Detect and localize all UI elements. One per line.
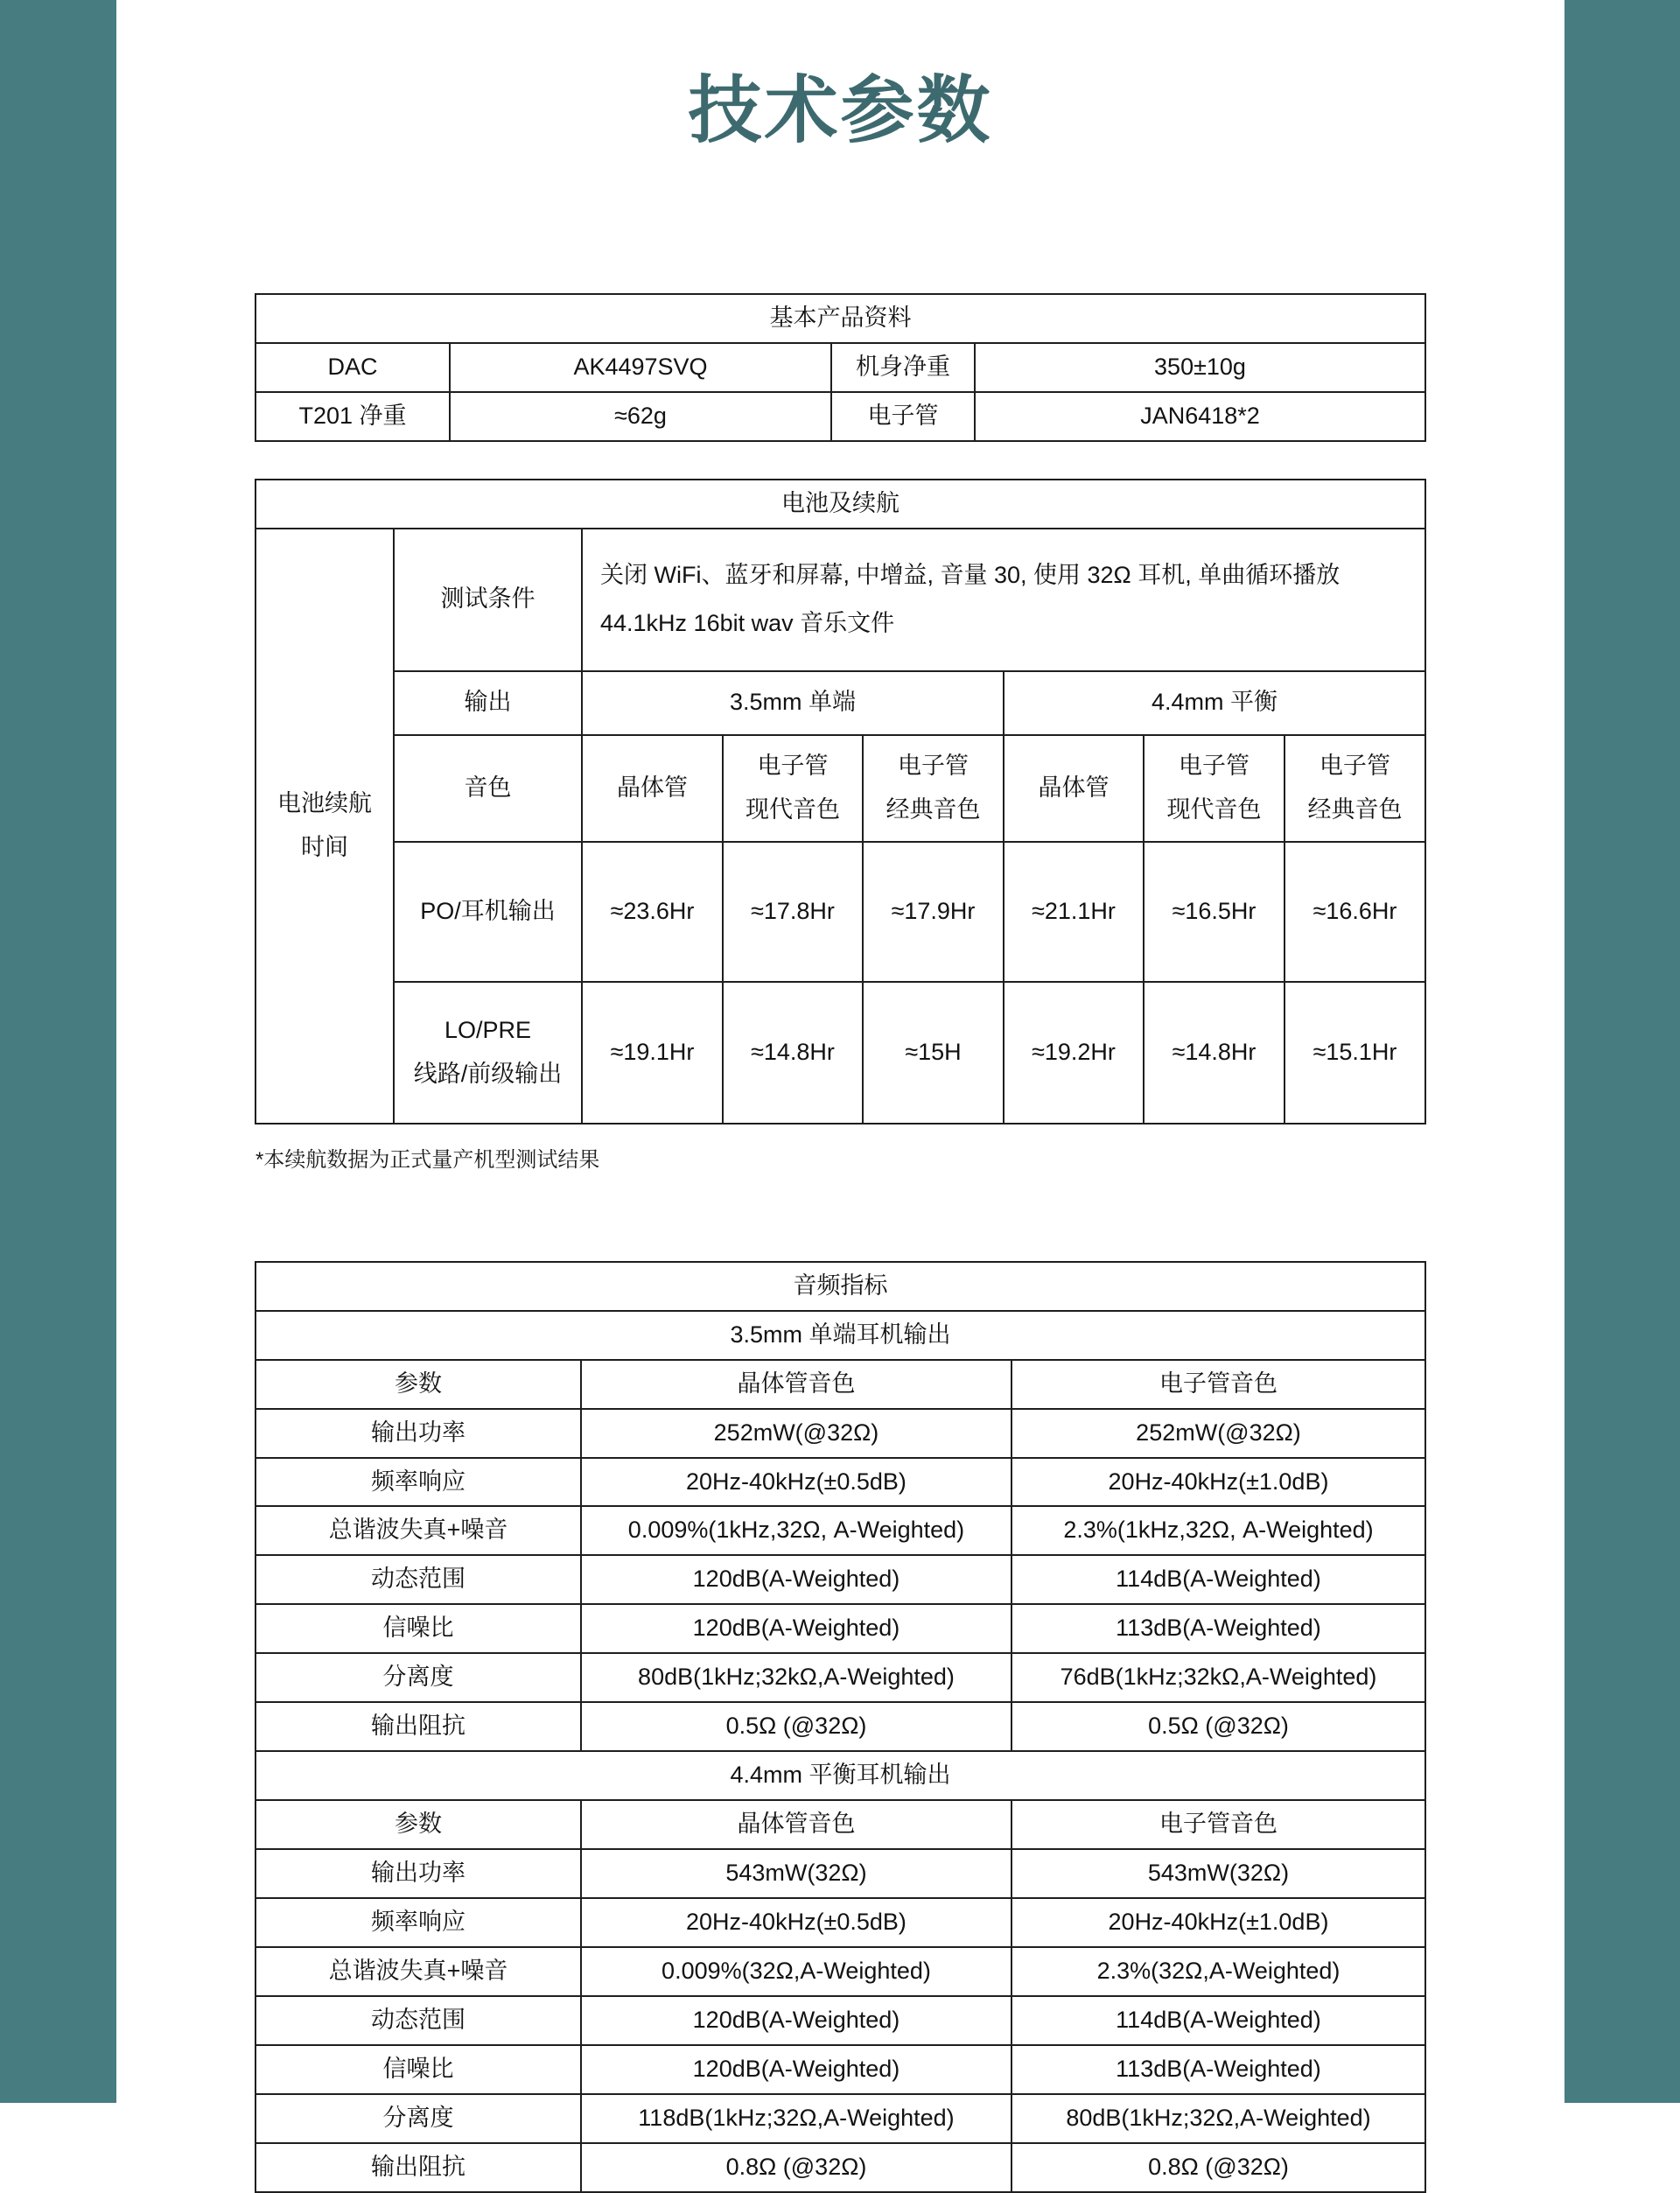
timbre-col-line: 经典音色 <box>886 795 981 823</box>
audio-row-label: 输出功率 <box>256 1849 581 1898</box>
lo-row-label-line: LO/PRE <box>444 1016 532 1043</box>
table-row <box>256 1262 1425 1311</box>
spec-value: JAN6418*2 <box>975 392 1425 441</box>
audio-value: 120dB(A-Weighted) <box>581 2045 1012 2094</box>
timbre-col-line: 电子管 <box>1320 752 1390 779</box>
table-row <box>256 1849 1425 1898</box>
audio-subheader-single-ended: 3.5mm 单端耳机输出 <box>256 1311 1425 1360</box>
audio-col-header: 参数 <box>256 1360 581 1409</box>
audio-value: 114dB(A-Weighted) <box>1012 1555 1425 1604</box>
timbre-col-line: 晶体管 <box>617 774 688 801</box>
timbre-col-line: 电子管 <box>898 752 969 779</box>
battery-table-header: 电池及续航 <box>256 480 1425 529</box>
audio-value: 20Hz-40kHz(±0.5dB) <box>581 1898 1012 1947</box>
audio-value: 2.3%(1kHz,32Ω, A-Weighted) <box>1012 1506 1425 1555</box>
audio-value: 20Hz-40kHz(±1.0dB) <box>1012 1898 1425 1947</box>
audio-value: 252mW(@32Ω) <box>581 1409 1012 1458</box>
timbre-col-header <box>1004 735 1144 842</box>
po-value: ≈21.1Hr <box>1004 842 1144 982</box>
audio-value: 0.8Ω (@32Ω) <box>581 2143 1012 2192</box>
audio-value: 2.3%(32Ω,A-Weighted) <box>1012 1947 1425 1996</box>
audio-value: 543mW(32Ω) <box>581 1849 1012 1898</box>
audio-value: 120dB(A-Weighted) <box>581 1555 1012 1604</box>
timbre-col-line: 电子管 <box>757 752 829 779</box>
table-row <box>256 2143 1425 2192</box>
audio-value: 0.5Ω (@32Ω) <box>581 1702 1012 1751</box>
audio-row-label: 总谐波失真+噪音 <box>256 1947 581 1996</box>
audio-col-header: 电子管音色 <box>1012 1360 1425 1409</box>
lo-row-label <box>394 982 582 1124</box>
timbre-label: 音色 <box>394 735 582 842</box>
audio-value: 114dB(A-Weighted) <box>1012 1996 1425 2045</box>
audio-col-header: 电子管音色 <box>1012 1800 1425 1849</box>
timbre-col-header <box>1284 735 1425 842</box>
po-value: ≈16.6Hr <box>1284 842 1425 982</box>
lo-value: ≈14.8Hr <box>723 982 863 1124</box>
timbre-col-header <box>723 735 863 842</box>
content-area <box>116 0 1564 2180</box>
table-row <box>256 294 1425 343</box>
audio-value: 543mW(32Ω) <box>1012 1849 1425 1898</box>
right-accent-bar <box>1564 0 1680 2103</box>
spec-label: T201 净重 <box>256 392 450 441</box>
test-condition-text: 关闭 WiFi、蓝牙和屏幕, 中增益, 音量 30, 使用 32Ω 耳机, 单曲循环播放 44.1kHz 16bit wav 音乐文件 <box>582 529 1425 671</box>
table-row <box>256 343 1425 392</box>
audio-row-label: 频率响应 <box>256 1458 581 1507</box>
audio-row-label: 输出功率 <box>256 1409 581 1458</box>
basic-info-table <box>255 293 1426 442</box>
audio-value: 0.009%(32Ω,A-Weighted) <box>581 1947 1012 1996</box>
table-row <box>256 480 1425 529</box>
table-row <box>256 1702 1425 1751</box>
audio-col-header: 参数 <box>256 1800 581 1849</box>
po-value: ≈16.5Hr <box>1144 842 1284 982</box>
po-row-label: PO/耳机输出 <box>394 842 582 982</box>
table-row <box>256 2045 1425 2094</box>
timbre-col-header <box>1144 735 1284 842</box>
audio-row-label: 分离度 <box>256 2094 581 2143</box>
audio-value: 120dB(A-Weighted) <box>581 1996 1012 2045</box>
audio-row-label: 动态范围 <box>256 1996 581 2045</box>
table-row <box>256 1506 1425 1555</box>
po-value: ≈17.8Hr <box>723 842 863 982</box>
table-row <box>256 1409 1425 1458</box>
spec-label: DAC <box>256 343 450 392</box>
table-row <box>256 1996 1425 2045</box>
audio-value: 80dB(1kHz;32kΩ,A-Weighted) <box>581 1653 1012 1702</box>
audio-row-label: 动态范围 <box>256 1555 581 1604</box>
timbre-col-line: 电子管 <box>1179 752 1250 779</box>
audio-col-header: 晶体管音色 <box>581 1360 1012 1409</box>
table-row <box>256 1751 1425 1800</box>
output-label: 输出 <box>394 671 582 735</box>
table-row <box>256 1653 1425 1702</box>
lo-value: ≈15.1Hr <box>1284 982 1425 1124</box>
audio-row-label: 信噪比 <box>256 1604 581 1653</box>
spec-value: AK4497SVQ <box>450 343 831 392</box>
audio-row-label: 输出阻抗 <box>256 2143 581 2192</box>
audio-value: 120dB(A-Weighted) <box>581 1604 1012 1653</box>
table-row <box>256 1800 1425 1849</box>
table-row <box>256 392 1425 441</box>
audio-row-label: 总谐波失真+噪音 <box>256 1506 581 1555</box>
lo-value: ≈19.2Hr <box>1004 982 1144 1124</box>
table-row <box>256 529 1425 671</box>
audio-col-header: 晶体管音色 <box>581 1800 1012 1849</box>
audio-value: 113dB(A-Weighted) <box>1012 2045 1425 2094</box>
lo-value: ≈19.1Hr <box>582 982 723 1124</box>
timbre-col-line: 现代音色 <box>1166 795 1262 823</box>
audio-value: 118dB(1kHz;32Ω,A-Weighted) <box>581 2094 1012 2143</box>
lo-row-label-line: 线路/前级输出 <box>413 1060 563 1087</box>
audio-row-label: 信噪比 <box>256 2045 581 2094</box>
audio-subheader-balanced: 4.4mm 平衡耳机输出 <box>256 1751 1425 1800</box>
timbre-col-line: 晶体管 <box>1038 774 1110 801</box>
table-row <box>256 1604 1425 1653</box>
table-row <box>256 1360 1425 1409</box>
audio-value: 80dB(1kHz;32Ω,A-Weighted) <box>1012 2094 1425 2143</box>
timbre-col-line: 现代音色 <box>746 795 840 823</box>
table-row <box>256 982 1425 1124</box>
po-value: ≈17.9Hr <box>863 842 1004 982</box>
page-title: 技术参数 <box>688 69 993 151</box>
table-row <box>256 1311 1425 1360</box>
audio-row-label: 分离度 <box>256 1653 581 1702</box>
timbre-col-line: 经典音色 <box>1307 795 1403 823</box>
battery-table <box>255 479 1426 1125</box>
left-accent-bar <box>0 0 116 2103</box>
table-row <box>256 842 1425 982</box>
timbre-col-header <box>863 735 1004 842</box>
audio-value: 113dB(A-Weighted) <box>1012 1604 1425 1653</box>
battery-side-label-line: 时间 <box>301 833 348 860</box>
audio-value: 252mW(@32Ω) <box>1012 1409 1425 1458</box>
spec-label: 机身净重 <box>831 343 975 392</box>
audio-row-label: 输出阻抗 <box>256 1702 581 1751</box>
audio-value: 20Hz-40kHz(±1.0dB) <box>1012 1458 1425 1507</box>
spec-value: ≈62g <box>450 392 831 441</box>
basic-info-header: 基本产品资料 <box>256 294 1425 343</box>
audio-row-label: 频率响应 <box>256 1898 581 1947</box>
table-row <box>256 1898 1425 1947</box>
audio-value: 20Hz-40kHz(±0.5dB) <box>581 1458 1012 1507</box>
battery-note-container <box>256 1142 1425 1173</box>
battery-side-label-line: 电池续航 <box>277 789 372 816</box>
table-row <box>256 671 1425 735</box>
table-row <box>256 1555 1425 1604</box>
lo-value: ≈14.8Hr <box>1144 982 1284 1124</box>
spec-label: 电子管 <box>831 392 975 441</box>
audio-value: 76dB(1kHz;32kΩ,A-Weighted) <box>1012 1653 1425 1702</box>
audio-value: 0.009%(1kHz,32Ω, A-Weighted) <box>581 1506 1012 1555</box>
audio-spec-table <box>255 1261 1426 2193</box>
audio-value: 0.8Ω (@32Ω) <box>1012 2143 1425 2192</box>
audio-table-header: 音频指标 <box>256 1262 1425 1311</box>
output-group-single-ended: 3.5mm 单端 <box>582 671 1004 735</box>
lo-value: ≈15H <box>863 982 1004 1124</box>
test-condition-label: 测试条件 <box>394 529 582 671</box>
table-row <box>256 2094 1425 2143</box>
po-value: ≈23.6Hr <box>582 842 723 982</box>
battery-note: *本续航数据为正式量产机型测试结果 <box>256 1147 600 1172</box>
output-group-balanced: 4.4mm 平衡 <box>1004 671 1425 735</box>
table-row <box>256 1458 1425 1507</box>
timbre-col-header <box>582 735 723 842</box>
table-row <box>256 735 1425 842</box>
table-row <box>256 1947 1425 1996</box>
audio-value: 0.5Ω (@32Ω) <box>1012 1702 1425 1751</box>
battery-side-label <box>256 529 394 1124</box>
spec-value: 350±10g <box>975 343 1425 392</box>
